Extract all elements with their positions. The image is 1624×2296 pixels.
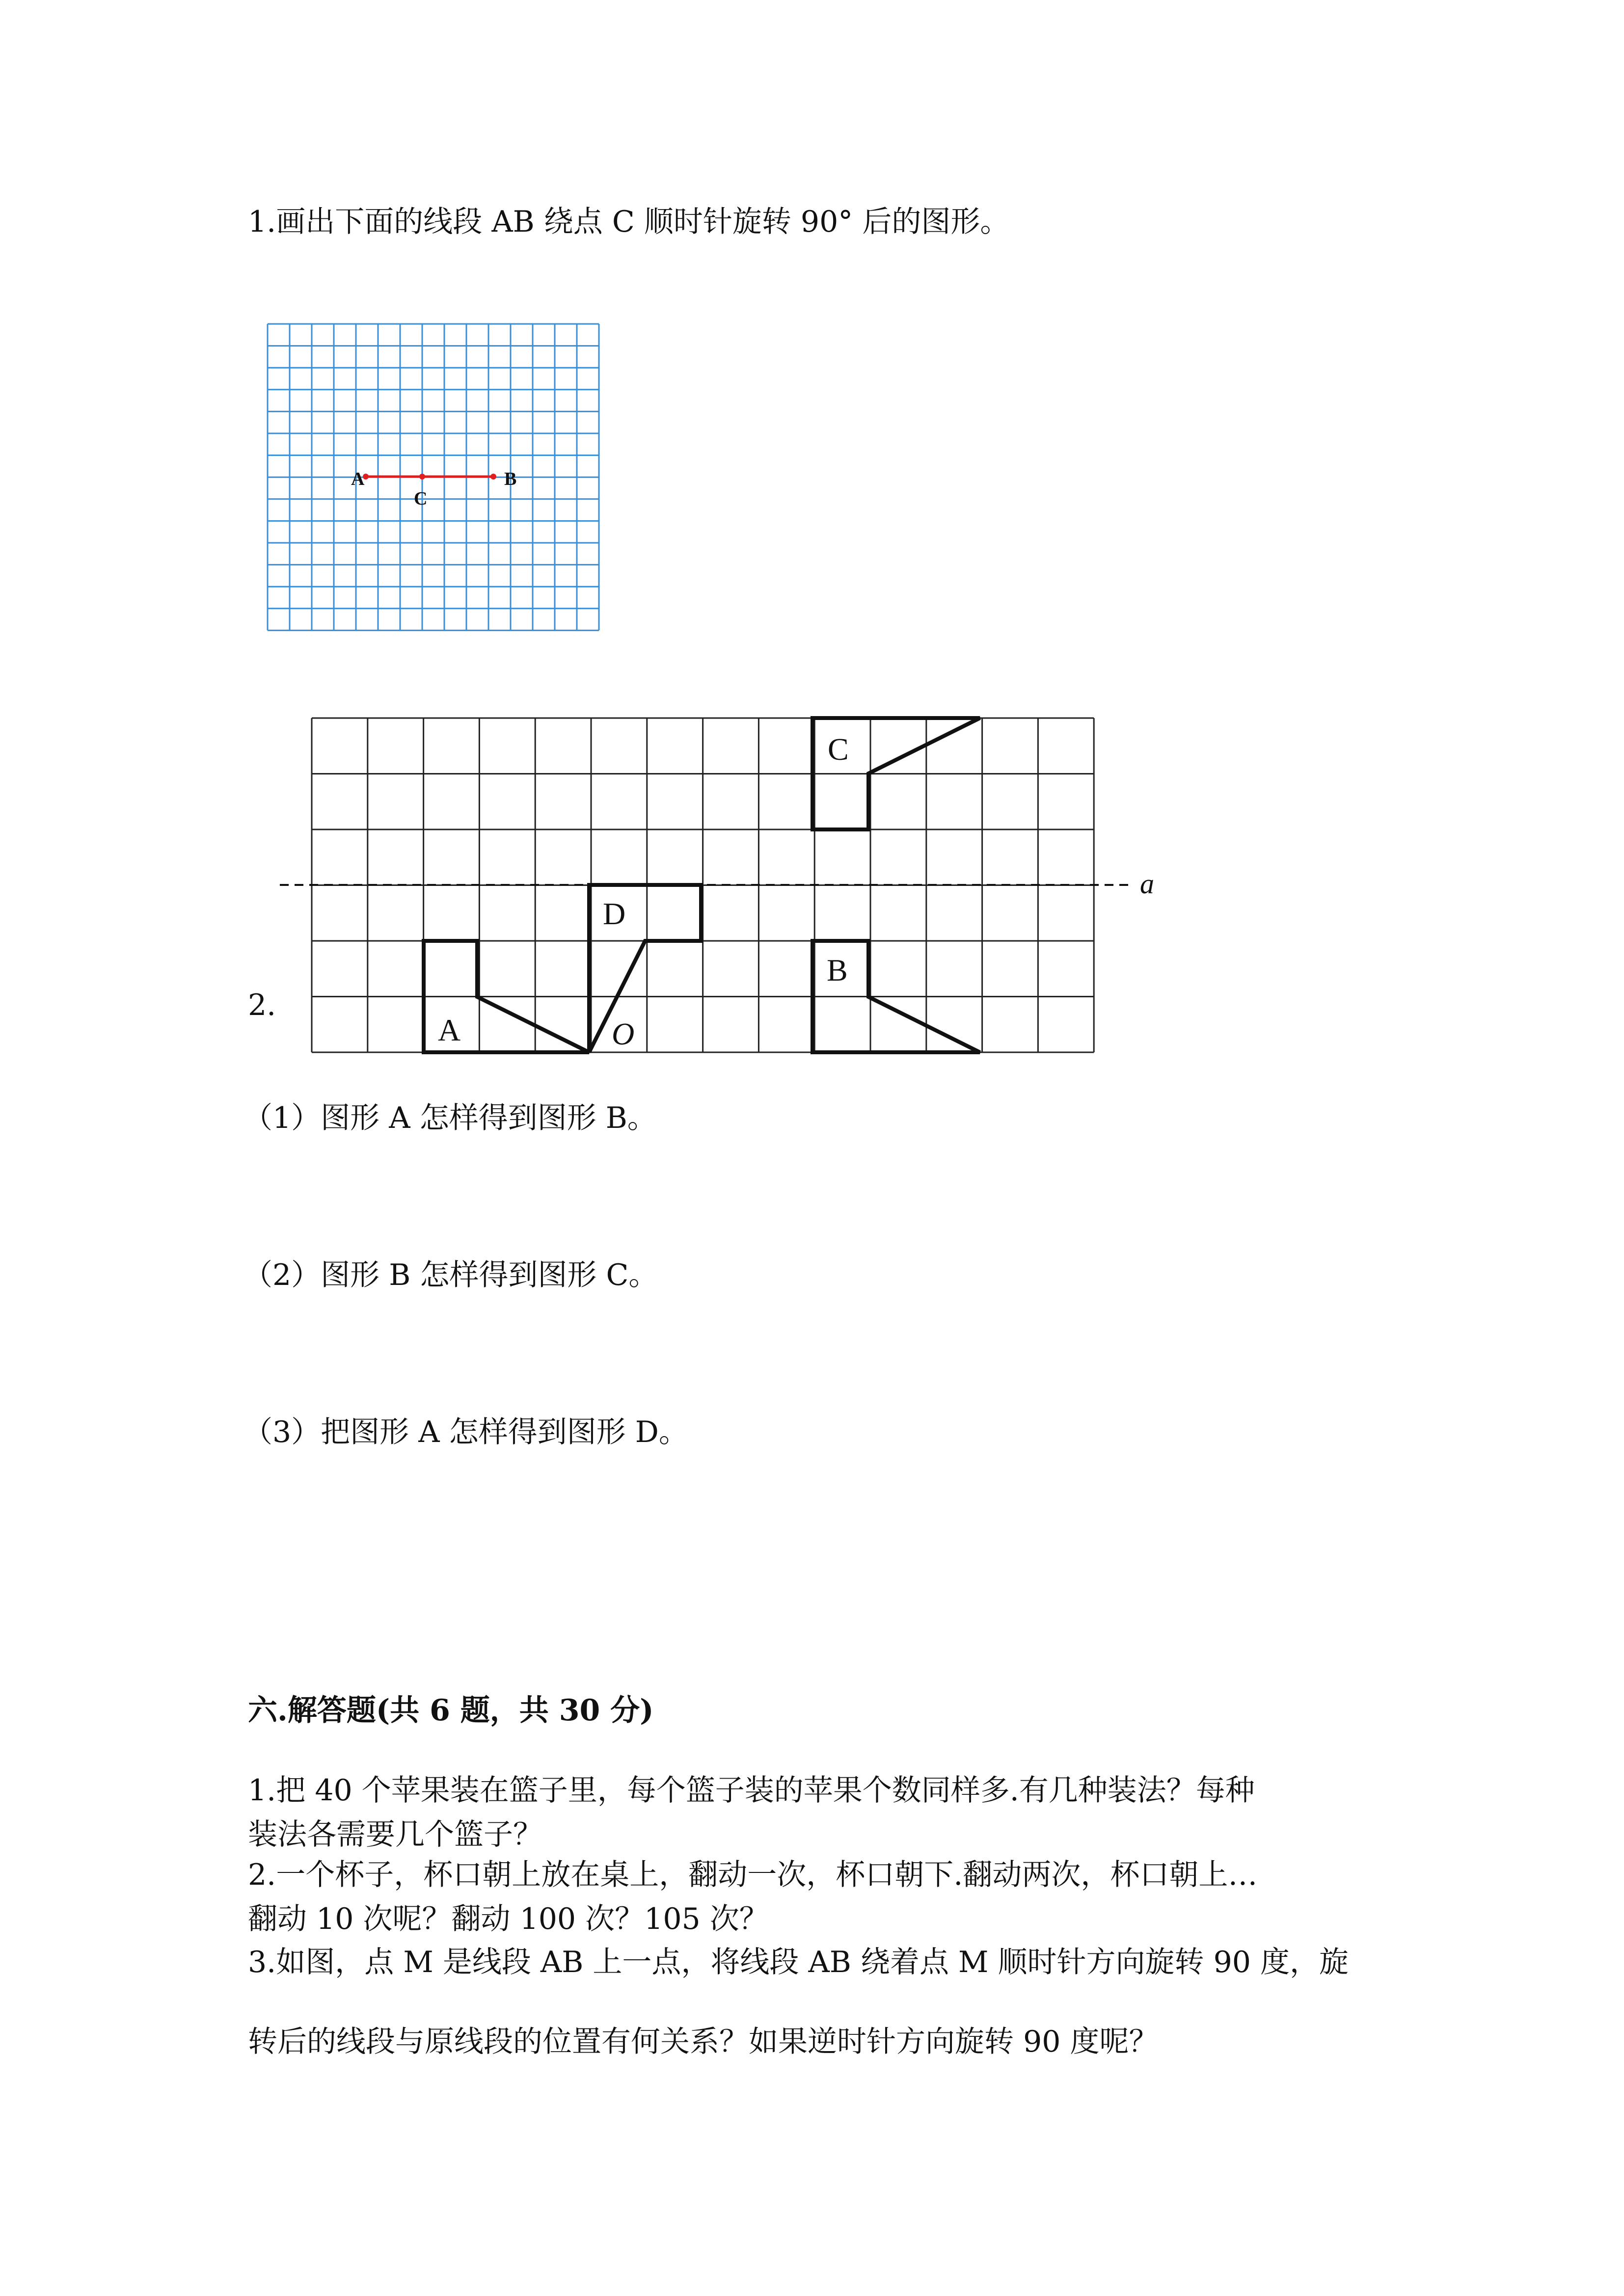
q2-sub2: （2）图形 B 怎样得到图形 C。: [243, 1258, 658, 1292]
label-c: C: [414, 488, 428, 509]
point-c-dot: [419, 474, 425, 480]
problem1-line1: 1.把 40 个苹果装在篮子里，每个篮子装的苹果个数同样多.有几种装法？每种: [248, 1773, 1255, 1808]
axis-a-label: a: [1140, 868, 1154, 900]
q2-sub1: （1）图形 A 怎样得到图形 B。: [243, 1101, 657, 1135]
q2-transformation-grid: [275, 717, 1173, 1070]
problem2-line1: 2.一个杯子，杯口朝上放在桌上，翻动一次，杯口朝下.翻动两次，杯口朝上…: [248, 1858, 1258, 1892]
problem1-line2: 装法各需要几个篮子？: [248, 1817, 542, 1852]
figure-c-label: C: [828, 732, 849, 767]
label-b: B: [504, 469, 517, 489]
figure-b-label: B: [827, 953, 848, 988]
figure-a-label: A: [438, 1013, 461, 1047]
point-b-dot: [490, 474, 496, 480]
figure-d-label: D: [603, 896, 626, 931]
label-a: A: [351, 469, 365, 489]
q2-number: 2.: [248, 988, 276, 1022]
point-o-label: O: [612, 1016, 635, 1051]
q1-blue-grid: [268, 324, 601, 631]
problem3-line1: 3.如图，点 M 是线段 AB 上一点，将线段 AB 绕着点 M 顺时针方向旋转 90 度，旋: [248, 1945, 1349, 1979]
section6-heading: 六.解答题(共 6 题，共 30 分): [248, 1693, 654, 1728]
q1-instruction: 1.画出下面的线段 AB 绕点 C 顺时针旋转 90° 后的图形。: [248, 205, 1010, 239]
problem2-line2: 翻动 10 次呢？翻动 100 次？105 次？: [248, 1902, 769, 1936]
problem3-line2: 转后的线段与原线段的位置有何关系？如果逆时针方向旋转 90 度呢？: [248, 2025, 1159, 2059]
q2-sub3: （3）把图形 A 怎样得到图形 D。: [243, 1415, 688, 1449]
